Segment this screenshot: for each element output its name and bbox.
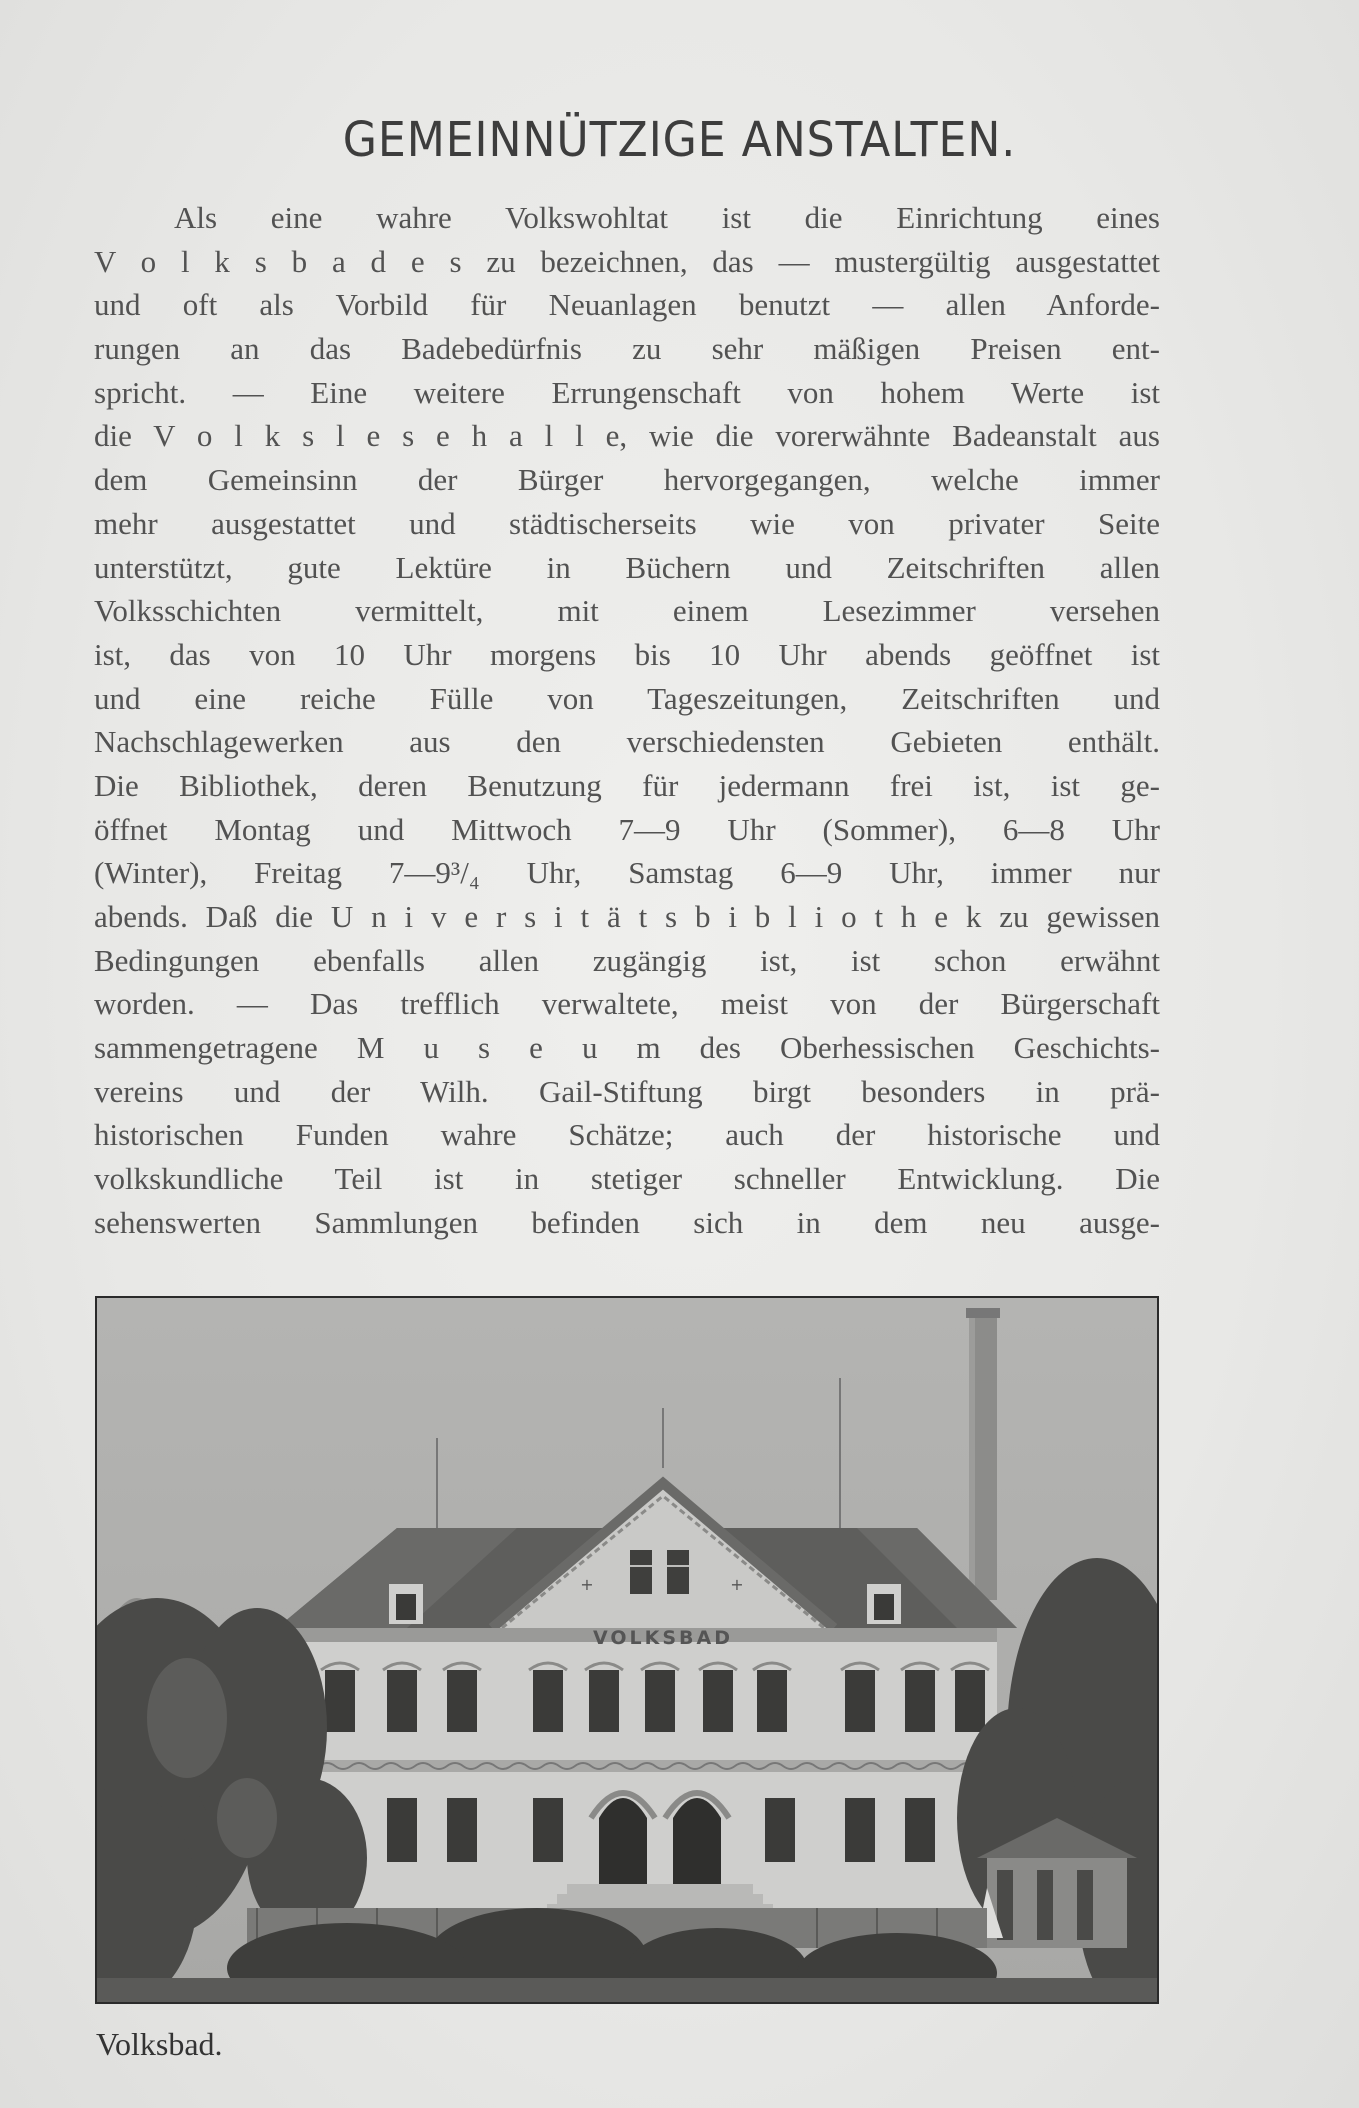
chimney (966, 1308, 1000, 1600)
text-line: abends. Daß die U n i v e r s i t ä t s b i b l i o t h e k zu gewissen (94, 899, 1160, 934)
text-line: öffnet Montag und Mittwoch 7—9 Uhr (Sommer), 6—8 Uhr (94, 811, 1160, 847)
building-sign: VOLKSBAD (593, 1627, 733, 1649)
volksbad-photograph (95, 1296, 1159, 2004)
text-line: und oft als Vorbild für Neuanlagen benutzt — allen Anforde- (94, 287, 1160, 323)
text-line: sammengetragene M u s e u m des Oberhessischen Geschichts- (94, 1030, 1160, 1066)
text-line: Als eine wahre Volkswohltat ist die Einrichtung eines (174, 200, 1160, 235)
text-line: dem Gemeinsinn der Bürger hervorgegangen, welche immer (94, 462, 1160, 498)
text-line: historischen Funden wahre Schätze; auch der historische und (94, 1117, 1160, 1153)
text-line: die V o l k s l e s e h a l l e, wie die vorerwähnte Badeanstalt aus (94, 418, 1160, 454)
text-line: vereins und der Wilh. Gail-Stiftung birgt besonders in prä- (94, 1073, 1160, 1109)
text-line: sehenswerten Sammlungen befinden sich in dem neu ausge- (94, 1204, 1160, 1240)
text-line: rungen an das Badebedürfnis zu sehr mäßigen Preisen ent- (94, 331, 1160, 367)
text-line: Nachschlagewerken aus den verschiedensten Gebieten enthält. (94, 724, 1160, 760)
text-line: mehr ausgestattet und städtischerseits wie von privater Seite (94, 505, 1160, 541)
svg-text:+: + (580, 1575, 594, 1594)
photo-caption: Volksbad. (96, 2026, 223, 2062)
text-line: worden. — Das trefflich verwaltete, meist von der Bürgerschaft (94, 986, 1160, 1022)
text-line: unterstützt, gute Lektüre in Büchern und Zeitschriften allen (94, 549, 1160, 585)
page-heading: GEMEINNÜTZIGE ANSTALTEN. (342, 112, 1017, 168)
ground (97, 1978, 1157, 2002)
svg-text:+: + (730, 1575, 744, 1594)
text-line: ist, das von 10 Uhr morgens bis 10 Uhr abends geöffnet ist (94, 636, 1160, 672)
text-line: Volksschichten vermittelt, mit einem Lesezimmer versehen (94, 593, 1160, 629)
text-line: Bedingungen ebenfalls allen zugängig ist, ist schon erwähnt (94, 942, 1160, 978)
text-line: spricht. — Eine weitere Errungenschaft von hohem Werte ist (94, 374, 1160, 410)
text-line: V o l k s b a d e s zu bezeichnen, das — mustergültig ausgestattet (94, 243, 1160, 279)
text-line: (Winter), Freitag 7—9³/₄ Uhr, Samstag 6—9 Uhr, immer nur (94, 855, 1160, 891)
text-line: volkskundliche Teil ist in stetiger schneller Entwicklung. Die (94, 1161, 1160, 1197)
text-line: Die Bibliothek, deren Benutzung für jedermann frei ist, ist ge- (94, 767, 1160, 803)
body-paragraph (94, 196, 1160, 1245)
volksbad-illustration (97, 1298, 1157, 2002)
text-line: und eine reiche Fülle von Tageszeitungen, Zeitschriften und (94, 680, 1160, 716)
